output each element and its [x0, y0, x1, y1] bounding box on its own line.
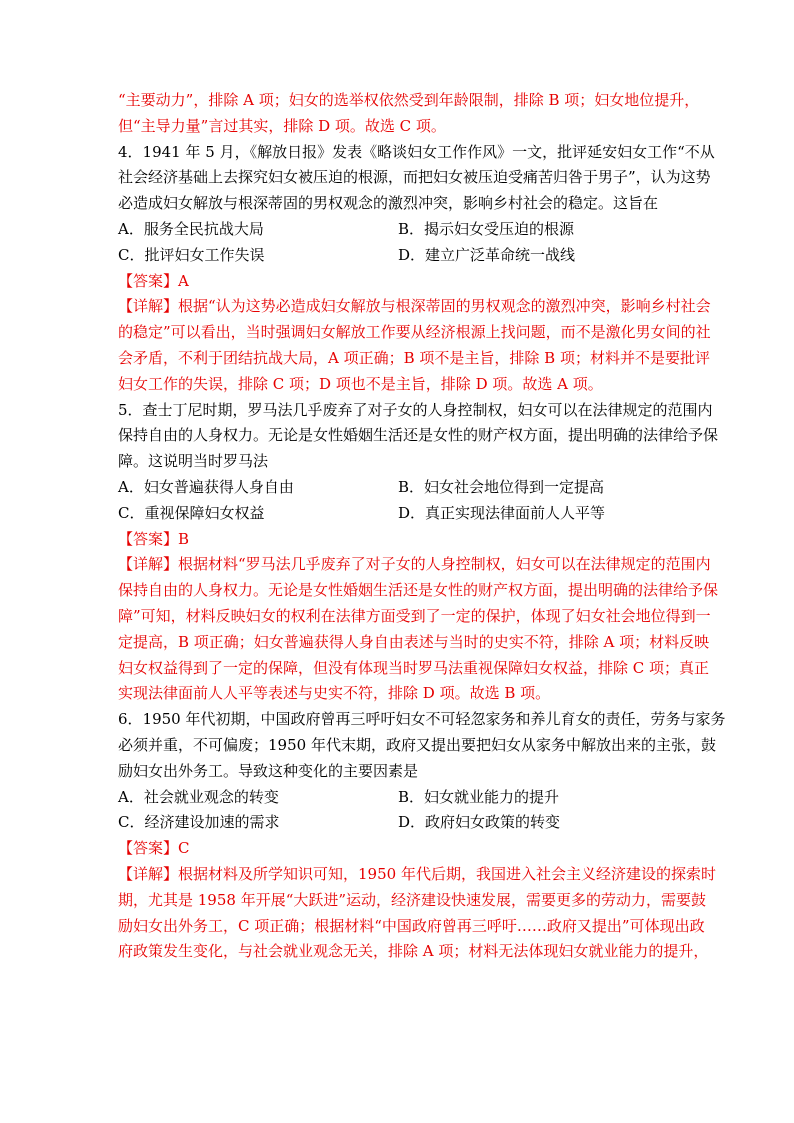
option-a: A．社会就业观念的转变 [118, 787, 279, 806]
option-a: A．服务全民抗战大局 [118, 219, 264, 238]
question-stem [118, 398, 719, 475]
explanation-line: 妇女工作的失误，排除 C 项；D 项也不是主旨，排除 D 项。故选 A 项。 [118, 374, 603, 393]
options-row [118, 785, 678, 811]
option-c: C．批评妇女工作失误 [118, 245, 265, 264]
answer-label: 【答案】A [118, 271, 189, 290]
answer-label: 【答案】B [118, 529, 190, 548]
explanation [118, 552, 719, 707]
question-stem [118, 140, 715, 217]
explanation-line: 【详解】根据材料及所学知识可知，1950 年代后期，我国进入社会主义经济建设的探索时 [118, 864, 716, 883]
explanation-line: 【详解】根据材料“罗马法几乎废弃了对子女的人身控制权，妇女可以在法律规定的范围内 [118, 555, 711, 574]
explanation [118, 862, 716, 965]
explanation-line: 障”可知，材料反映妇女的权利在法律方面受到了一定的保护，体现了妇女社会地位得到一 [118, 606, 711, 625]
stem-line: 障。这说明当时罗马法 [118, 452, 269, 471]
explanation-line: 实现法律面前人人平等表述与史实不符，排除 D 项。故选 B 项。 [118, 684, 551, 703]
option-d: D．真正实现法律面前人人平等 [398, 503, 606, 522]
explanation-line: 府政策发生变化，与社会就业观念无关，排除 A 项；材料无法体现妇女就业能力的提升， [118, 942, 709, 961]
stem-line: 励妇女出外务工。导致这种变化的主要因素是 [118, 761, 419, 780]
stem-line: 社会经济基础上去探究妇女被压迫的根源，而把妇女被压迫受痛苦归咎于男子”，认为这势 [118, 168, 711, 187]
stem-line: 保持自由的人身权力。无论是女性婚姻生活还是女性的财产权方面，提出明确的法律给予保 [118, 426, 719, 445]
stem-line: 必造成妇女解放与根深蒂固的男权观念的激烈冲突，影响乡村社会的稳定。这旨在 [118, 194, 659, 213]
stem-line: 必须并重，不可偏废；1950 年代末期，政府又提出要把妇女从家务中解放出来的主张，鼓 [118, 735, 716, 754]
stem-line: 5．查士丁尼时期，罗马法几乎废弃了对子女的人身控制权，妇女可以在法律规定的范围内 [118, 400, 713, 419]
option-c: C．经济建设加速的需求 [118, 813, 280, 832]
explanation-line: 妇女权益得到了一定的保障，但没有体现当时罗马法重视保障妇女权益，排除 C 项；真正 [118, 658, 710, 677]
options-row [118, 501, 678, 527]
question-stem [118, 707, 726, 784]
option-d: D．政府妇女政策的转变 [398, 813, 561, 832]
option-d: D．建立广泛革命统一战线 [398, 245, 576, 264]
explanation [118, 294, 711, 397]
option-b: B．妇女社会地位得到一定提高 [398, 477, 605, 496]
stem-line: 6．1950 年代初期，中国政府曾再三呼吁妇女不可轻忽家务和养儿育女的责任，劳务与家务 [118, 710, 726, 729]
options-row [118, 243, 678, 269]
answer-label: 【答案】C [118, 839, 190, 858]
explanation-line: 保持自由的人身权力。无论是女性婚姻生活还是女性的财产权方面，提出明确的法律给予保 [118, 581, 719, 600]
options-row [118, 475, 678, 501]
explanation-line: 【详解】根据“认为这势必造成妇女解放与根深蒂固的男权观念的激烈冲突，影响乡村社会 [118, 297, 711, 316]
option-b: B．妇女就业能力的提升 [398, 787, 560, 806]
explanation-line: 但“主导力量”言过其实，排除 D 项。故选 C 项。 [118, 116, 446, 135]
question-5 [118, 398, 719, 708]
question-4 [118, 140, 715, 398]
explanation-line: “主要动力”，排除 A 项；妇女的选举权依然受到年龄限制，排除 B 项；妇女地位提升， [118, 91, 700, 109]
question-6 [118, 707, 726, 965]
q3-explanation-tail [118, 88, 700, 140]
explanation-line: 的稳定”可以看出，当时强调妇女解放工作要从经济根源上找问题，而不是激化男女间的社 [118, 323, 711, 342]
explanation-line: 期，尤其是 1958 年开展“大跃进”运动，经济建设快速发展，需要更多的劳动力，需要鼓 [118, 890, 707, 909]
document-page [118, 88, 726, 965]
explanation-line: 会矛盾，不利于团结抗战大局，A 项正确；B 项不是主旨，排除 B 项；材料并不是要批评 [118, 348, 710, 367]
options-row [118, 217, 678, 243]
explanation-line: 定提高，B 项正确；妇女普遍获得人身自由表述与当时的史实不符，排除 A 项；材料反映 [118, 632, 710, 651]
option-a: A．妇女普遍获得人身自由 [118, 477, 294, 496]
option-b: B．揭示妇女受压迫的根源 [398, 219, 575, 238]
stem-line: 4．1941 年 5 月，《解放日报》发表《略谈妇女工作作风》一文，批评延安妇女工作“不从 [118, 142, 715, 161]
options-row [118, 810, 678, 836]
option-c: C．重视保障妇女权益 [118, 503, 265, 522]
explanation-line: 励妇女出外务工，C 项正确；根据材料“中国政府曾再三呼吁……政府又提出”可体现出政 [118, 916, 705, 935]
